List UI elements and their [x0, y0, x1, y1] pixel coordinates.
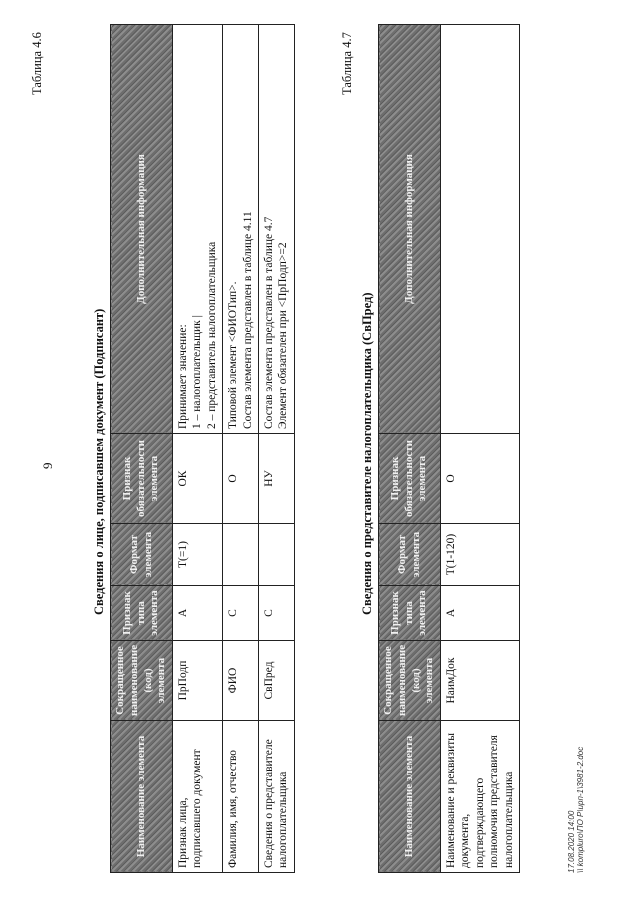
- cell-element-name: Наименование и реквизиты документа, подтверждающего полномочия представителя налогоплательщика: [441, 721, 520, 873]
- cell-info: Типовой элемент <ФИОТип>. Состав элемента представлен в таблице 4.11: [223, 25, 259, 434]
- cell-info: [441, 25, 520, 434]
- header-cell: Признак типа элемента: [379, 586, 441, 641]
- table-4-6-title: Сведения о лице, подписавшем документ (Подписант): [92, 308, 106, 615]
- table-row: [223, 25, 259, 873]
- cell-element-name: Фамилия, имя, отчество: [223, 721, 259, 873]
- table-4-7-label: Таблица 4.7: [340, 32, 354, 95]
- header-cell: Формат элемента: [111, 524, 173, 586]
- cell-type: С: [258, 586, 294, 641]
- cell-type: С: [223, 586, 259, 641]
- cell-required: О: [223, 434, 259, 524]
- table-4-6: [110, 24, 295, 873]
- table-row: [173, 25, 223, 873]
- table-row: [258, 25, 294, 873]
- header-cell: Признак типа элемента: [111, 586, 173, 641]
- table-4-6-label: Таблица 4.6: [30, 32, 44, 95]
- header-cell: Признак обязательности элемента: [111, 434, 173, 524]
- cell-required: НУ: [258, 434, 294, 524]
- cell-code: СвПред: [258, 641, 294, 721]
- header-cell: Дополнительная информация: [379, 25, 441, 434]
- header-cell: Сокращенное наименование (код) элемента: [111, 641, 173, 721]
- page-number: 9: [40, 462, 55, 469]
- cell-code: НаимДок: [441, 641, 520, 721]
- cell-required: О: [441, 434, 520, 524]
- cell-element-name: Признак лица, подписавшего документ: [173, 721, 223, 873]
- cell-required: ОК: [173, 434, 223, 524]
- header-cell: Сокращенное наименование (код) элемента: [379, 641, 441, 721]
- print-stamp: [567, 747, 585, 873]
- cell-format: Т(=1): [173, 524, 223, 586]
- table-4-7-title: Сведения о представителе налогоплательщика (СвПред): [360, 292, 374, 615]
- table-4-7: [378, 24, 520, 873]
- header-cell: Формат элемента: [379, 524, 441, 586]
- cell-info: Принимает значение: 1 – налогоплательщик | 2 – представитель налогоплательщика: [173, 25, 223, 434]
- header-cell: Наименование элемента: [379, 721, 441, 873]
- cell-type: А: [441, 586, 520, 641]
- cell-format: [223, 524, 259, 586]
- cell-type: А: [173, 586, 223, 641]
- print-stamp-date: 17.08.2020 14:00: [567, 810, 576, 873]
- cell-code: ФИО: [223, 641, 259, 721]
- header-cell: Признак обязательности элемента: [379, 434, 441, 524]
- header-cell: Дополнительная информация: [111, 25, 173, 434]
- cell-element-name: Сведения о представителе налогоплательщика: [258, 721, 294, 873]
- cell-code: ПрПодп: [173, 641, 223, 721]
- print-stamp-path: \\ kompluro\ПО Р\ирп-1\3981-2.doc: [576, 746, 585, 873]
- table-header-row: [379, 25, 441, 873]
- cell-format: [258, 524, 294, 586]
- cell-format: Т(1-120): [441, 524, 520, 586]
- header-cell: Наименование элемента: [111, 721, 173, 873]
- cell-info: Состав элемента представлен в таблице 4.7 Элемент обязателен при <ПрПодп>=2: [258, 25, 294, 434]
- table-row: [441, 25, 520, 873]
- table-header-row: [111, 25, 173, 873]
